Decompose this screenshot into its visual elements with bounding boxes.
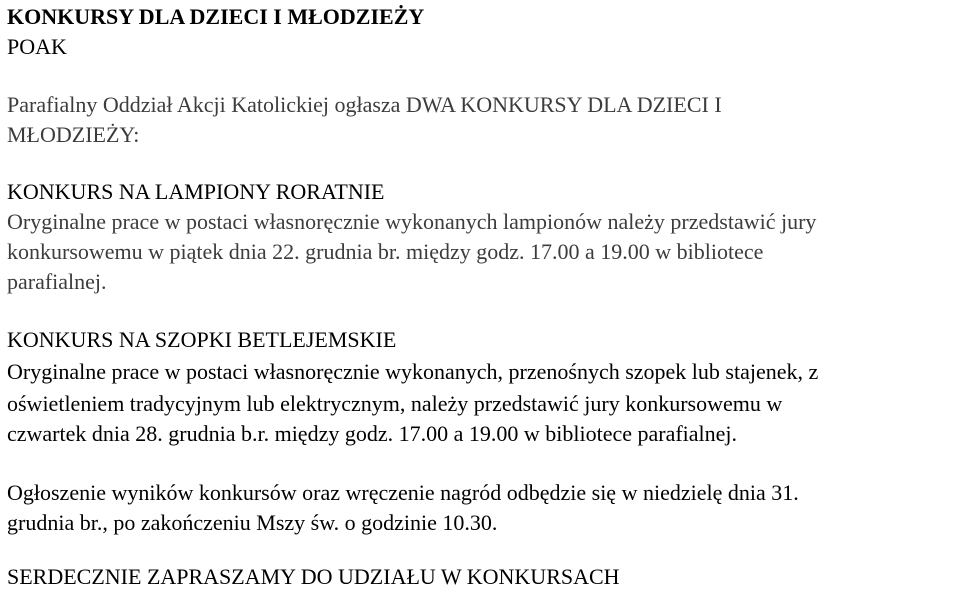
cribs-heading: KONKURS NA SZOPKI BETLEJEMSKIE [7, 327, 397, 352]
lanterns-line-2: konkursowemu w piątek dnia 22. grudnia br. między godz. 17.00 a 19.00 w bibliotece [7, 239, 764, 264]
lanterns-line-3: parafialnej. [7, 269, 107, 294]
cribs-line-3: czwartek dnia 28. grudnia b.r. między godz. 17.00 a 19.00 w bibliotece parafialnej. [7, 421, 738, 446]
cribs-line-1: Oryginalne prace w postaci własnoręcznie wykonanych, przenośnych szopek lub stajenek, z [7, 359, 819, 384]
document-subtitle: POAK [7, 34, 67, 59]
lanterns-heading: KONKURS NA LAMPIONY RORATNIE [7, 179, 385, 204]
intro-line-1: Parafialny Oddział Akcji Katolickiej ogłasza DWA KONKURSY DLA DZIECI I [7, 92, 722, 117]
results-line-1: Ogłoszenie wyników konkursów oraz wręczenie nagród odbędzie się w niedzielę dnia 31. [7, 480, 799, 505]
results-line-2: grudnia br., po zakończeniu Mszy św. o godzinie 10.30. [7, 510, 498, 535]
cribs-line-2: oświetleniem tradycyjnym lub elektrycznym, należy przedstawić jury konkursowemu w [7, 391, 783, 416]
document-title: KONKURSY DLA DZIECI I MŁODZIEŻY [7, 4, 425, 29]
intro-line-2: MŁODZIEŻY: [7, 122, 140, 147]
footer-invitation: SERDECZNIE ZAPRASZAMY DO UDZIAŁU W KONKURSACH [7, 564, 620, 589]
lanterns-line-1: Oryginalne prace w postaci własnoręcznie wykonanych lampionów należy przedstawić jury [7, 209, 817, 234]
